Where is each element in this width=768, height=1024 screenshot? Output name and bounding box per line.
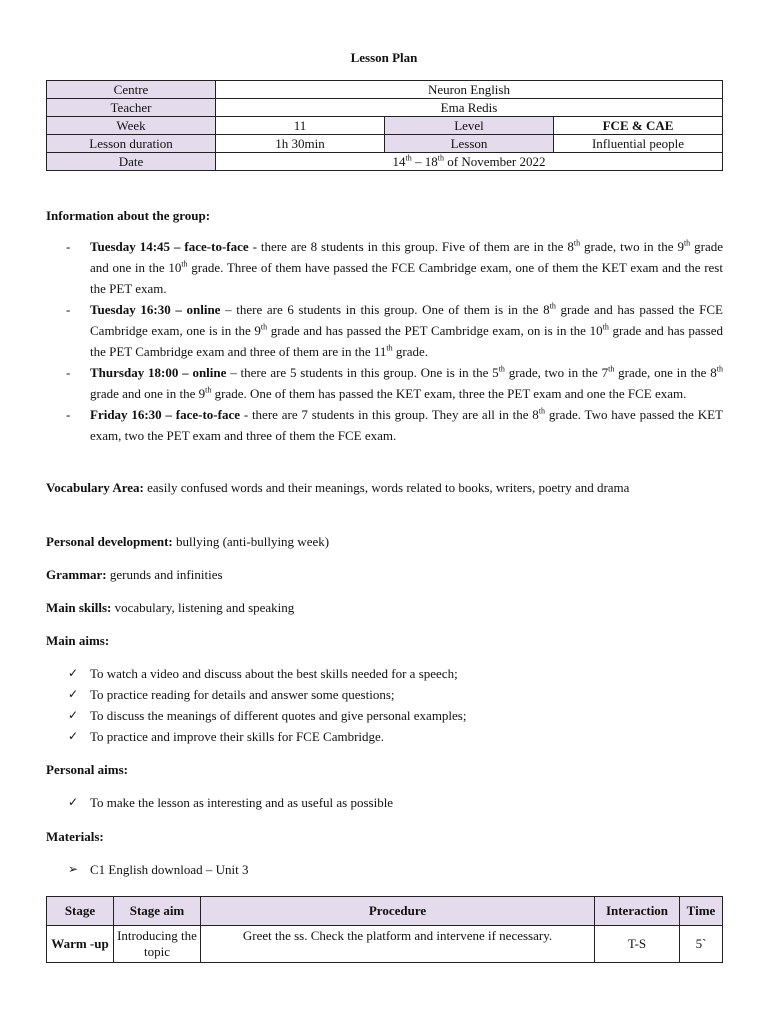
cell-procedure: Greet the ss. Check the platform and intervene if necessary. — [201, 926, 595, 963]
header-interaction: Interaction — [595, 897, 680, 926]
info-row-centre — [47, 81, 723, 99]
level-value: FCE & CAE — [554, 117, 723, 135]
date-label: Date — [47, 153, 216, 171]
list-item: ✓ To discuss the meanings of different quotes and give personal examples; — [46, 705, 723, 726]
tick-icon: ✓ — [68, 729, 79, 743]
header-time: Time — [680, 897, 723, 926]
vocabulary-area: Vocabulary Area: easily confused words and their meanings, words related to books, writers, poetry and drama — [46, 480, 630, 495]
tick-icon: ✓ — [68, 708, 79, 722]
group-info-heading: Information about the group: — [46, 208, 211, 223]
cell-interaction: T-S — [595, 926, 680, 963]
teacher-value: Ema Redis — [216, 99, 723, 117]
procedure-table — [46, 896, 723, 963]
lesson-label: Lesson — [385, 135, 554, 153]
info-row-duration — [47, 135, 723, 153]
centre-value: Neuron English — [216, 81, 723, 99]
list-item: ➢ C1 English download – Unit 3 — [46, 859, 723, 880]
info-row-date — [47, 153, 723, 171]
list-item: ✓ To make the lesson as interesting and as useful as possible — [46, 792, 723, 813]
info-table — [46, 80, 723, 171]
group-item: - Thursday 18:00 – online – there are 5 students in this group. One is in the 5th grade, two in the 7th grade, one in the 8th grade and one in the 9th grade. One of them has passed the KET exam, three the PET exam and one the FCE exam. — [66, 364, 723, 401]
personal-aims-section — [46, 759, 723, 813]
list-item: ✓ To watch a video and discuss about the best skills needed for a speech; — [46, 663, 723, 684]
grammar: Grammar: gerunds and infinities — [46, 567, 223, 582]
main-skills: Main skills: vocabulary, listening and speaking — [46, 600, 295, 615]
materials-list — [46, 859, 723, 880]
table-row — [47, 926, 723, 963]
materials-section — [46, 826, 723, 880]
header-stage: Stage — [47, 897, 114, 926]
group-item: - Friday 16:30 – face-to-face - there are 7 students in this group. They are all in the 8th grade. Two have passed the KET exam, two the PET exam and three of them the FCE exam. — [66, 406, 724, 443]
main-aims-list — [46, 663, 723, 747]
group-list — [46, 236, 723, 446]
date-value: 14th – 18th of November 2022 — [216, 153, 723, 171]
main-aims-section — [46, 630, 723, 747]
duration-label: Lesson duration — [47, 135, 216, 153]
list-item: ✓ To practice and improve their skills for FCE Cambridge. — [46, 726, 723, 747]
week-value: 11 — [216, 117, 385, 135]
cell-stage-aim: Introducing the topic — [114, 926, 201, 963]
tick-icon: ✓ — [68, 687, 79, 701]
info-row-week — [47, 117, 723, 135]
arrow-bullet-icon: ➢ — [68, 862, 79, 876]
tick-icon: ✓ — [68, 666, 79, 680]
group-item: - Tuesday 16:30 – online – there are 6 students in this group. One of them is in the 8th grade and has passed the FCE Cambridge exam, one is in the 9th grade and has passed the PET Cambridge exam, on is in the 10th grade and has passed the PET Cambridge exam and three of them are in the 11th grade. — [66, 301, 723, 359]
duration-value: 1h 30min — [216, 135, 385, 153]
personal-development: Personal development: bullying (anti-bullying week) — [46, 534, 330, 549]
header-stage-aim: Stage aim — [114, 897, 201, 926]
header-procedure: Procedure — [201, 897, 595, 926]
week-label: Week — [47, 117, 216, 135]
group-info-section — [46, 205, 723, 446]
lesson-value: Influential people — [554, 135, 723, 153]
tick-icon: ✓ — [68, 795, 79, 809]
level-label: Level — [385, 117, 554, 135]
group-item: - Tuesday 14:45 – face-to-face - there are 8 students in this group. Five of them are in the 8th grade, two in the 9th grade and one in the 10th grade. Three of them have passed the FCE Cambridge exam, one of them the KET exam and the rest the PET exam. — [66, 238, 723, 296]
cell-stage: Warm -up — [47, 926, 114, 963]
cell-time: 5` — [680, 926, 723, 963]
main-aims-heading: Main aims: — [46, 633, 110, 648]
procedure-header-row — [47, 897, 723, 926]
personal-aims-list — [46, 792, 723, 813]
info-row-teacher — [47, 99, 723, 117]
list-item: ✓ To practice reading for details and answer some questions; — [46, 684, 723, 705]
document-title: Lesson Plan — [350, 50, 418, 65]
teacher-label: Teacher — [47, 99, 216, 117]
materials-heading: Materials: — [46, 829, 104, 844]
centre-label: Centre — [47, 81, 216, 99]
personal-aims-heading: Personal aims: — [46, 762, 128, 777]
